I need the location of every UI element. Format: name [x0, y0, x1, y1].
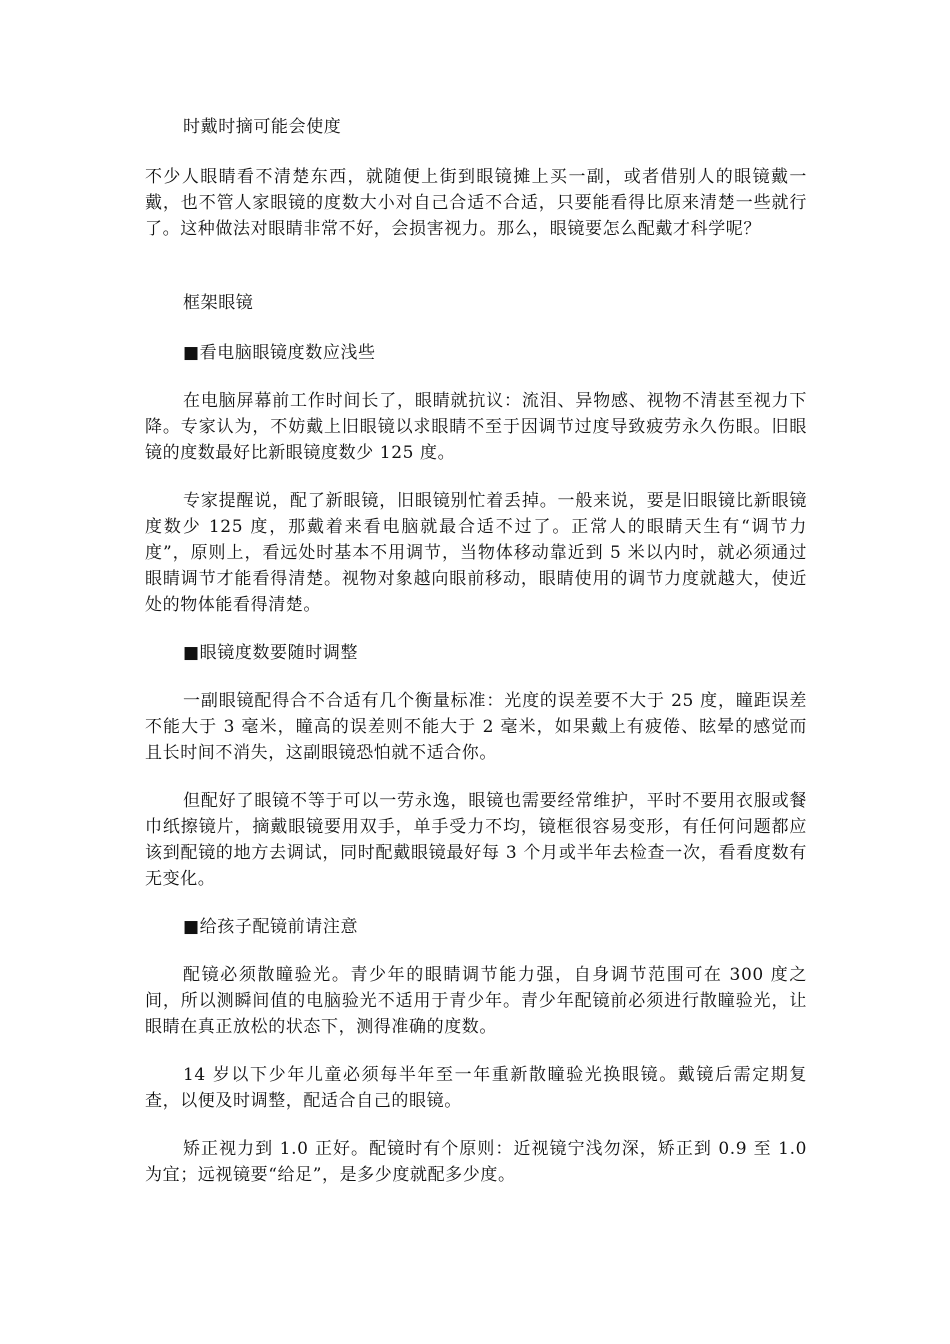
paragraph-children-glasses-2: 14 岁以下少年儿童必须每半年至一年重新散瞳验光换眼镜。戴镜后需定期复查，以便及时调整，配适合自己的眼镜。: [145, 1065, 807, 1111]
document-title: 时戴时摘可能会使度: [183, 117, 342, 137]
paragraph-computer-glasses-2: 专家提醒说，配了新眼镜，旧眼镜别忙着丢掉。一般来说，要是旧眼镜比新眼镜度数少 125 度，那戴着来看电脑就最合适不过了。正常人的眼睛天生有“调节力度”，原则上，看远处时基本不用调节，当物体移动靠近到 5 米以内时，就必须通过眼睛调节才能看得清楚。视物对象越向眼前移动，眼睛使用的调节力度就越大，使近处的物体能看得清楚。: [145, 491, 807, 615]
intro-paragraph: 不少人眼睛看不清楚东西，就随便上街到眼镜摊上买一副，或者借别人的眼镜戴一戴，也不管人家眼镜的度数大小对自己合适不合适，只要能看得比原来清楚一些就行了。这种做法对眼睛非常不好，会损害视力。那么，眼镜要怎么配戴才科学呢？: [145, 167, 807, 239]
section-heading-children-glasses: ■给孩子配镜前请注意: [183, 917, 359, 937]
section-heading-computer-glasses: ■看电脑眼镜度数应浅些: [183, 343, 376, 363]
paragraph-adjust-prescription-1: 一副眼镜配得合不合适有几个衡量标准：光度的误差要不大于 25 度，瞳距误差不能大于 3 毫米，瞳高的误差则不能大于 2 毫米，如果戴上有疲倦、眩晕的感觉而且长时间不消失，这副眼镜恐怕就不适合你。: [145, 691, 807, 763]
section-heading-adjust-prescription: ■眼镜度数要随时调整: [183, 643, 359, 663]
section-title: 框架眼镜: [183, 293, 254, 313]
paragraph-computer-glasses-1: 在电脑屏幕前工作时间长了，眼睛就抗议：流泪、异物感、视物不清甚至视力下降。专家认为，不妨戴上旧眼镜以求眼睛不至于因调节过度导致疲劳永久伤眼。旧眼镜的度数最好比新眼镜度数少 125 度。: [145, 391, 807, 463]
paragraph-children-glasses-3: 矫正视力到 1.0 正好。配镜时有个原则：近视镜宁浅勿深，矫正到 0.9 至 1.0 为宜；远视镜要“给足”，是多少度就配多少度。: [145, 1139, 807, 1185]
paragraph-adjust-prescription-2: 但配好了眼镜不等于可以一劳永逸，眼镜也需要经常维护，平时不要用衣服或餐巾纸擦镜片，摘戴眼镜要用双手，单手受力不均，镜框很容易变形，有任何问题都应该到配镜的地方去调试，同时配戴眼镜最好每 3 个月或半年去检查一次，看看度数有无变化。: [145, 791, 807, 889]
paragraph-children-glasses-1: 配镜必须散瞳验光。青少年的眼睛调节能力强，自身调节范围可在 300 度之间，所以测瞬间值的电脑验光不适用于青少年。青少年配镜前必须进行散瞳验光，让眼睛在真正放松的状态下，测得准确的度数。: [145, 965, 807, 1037]
